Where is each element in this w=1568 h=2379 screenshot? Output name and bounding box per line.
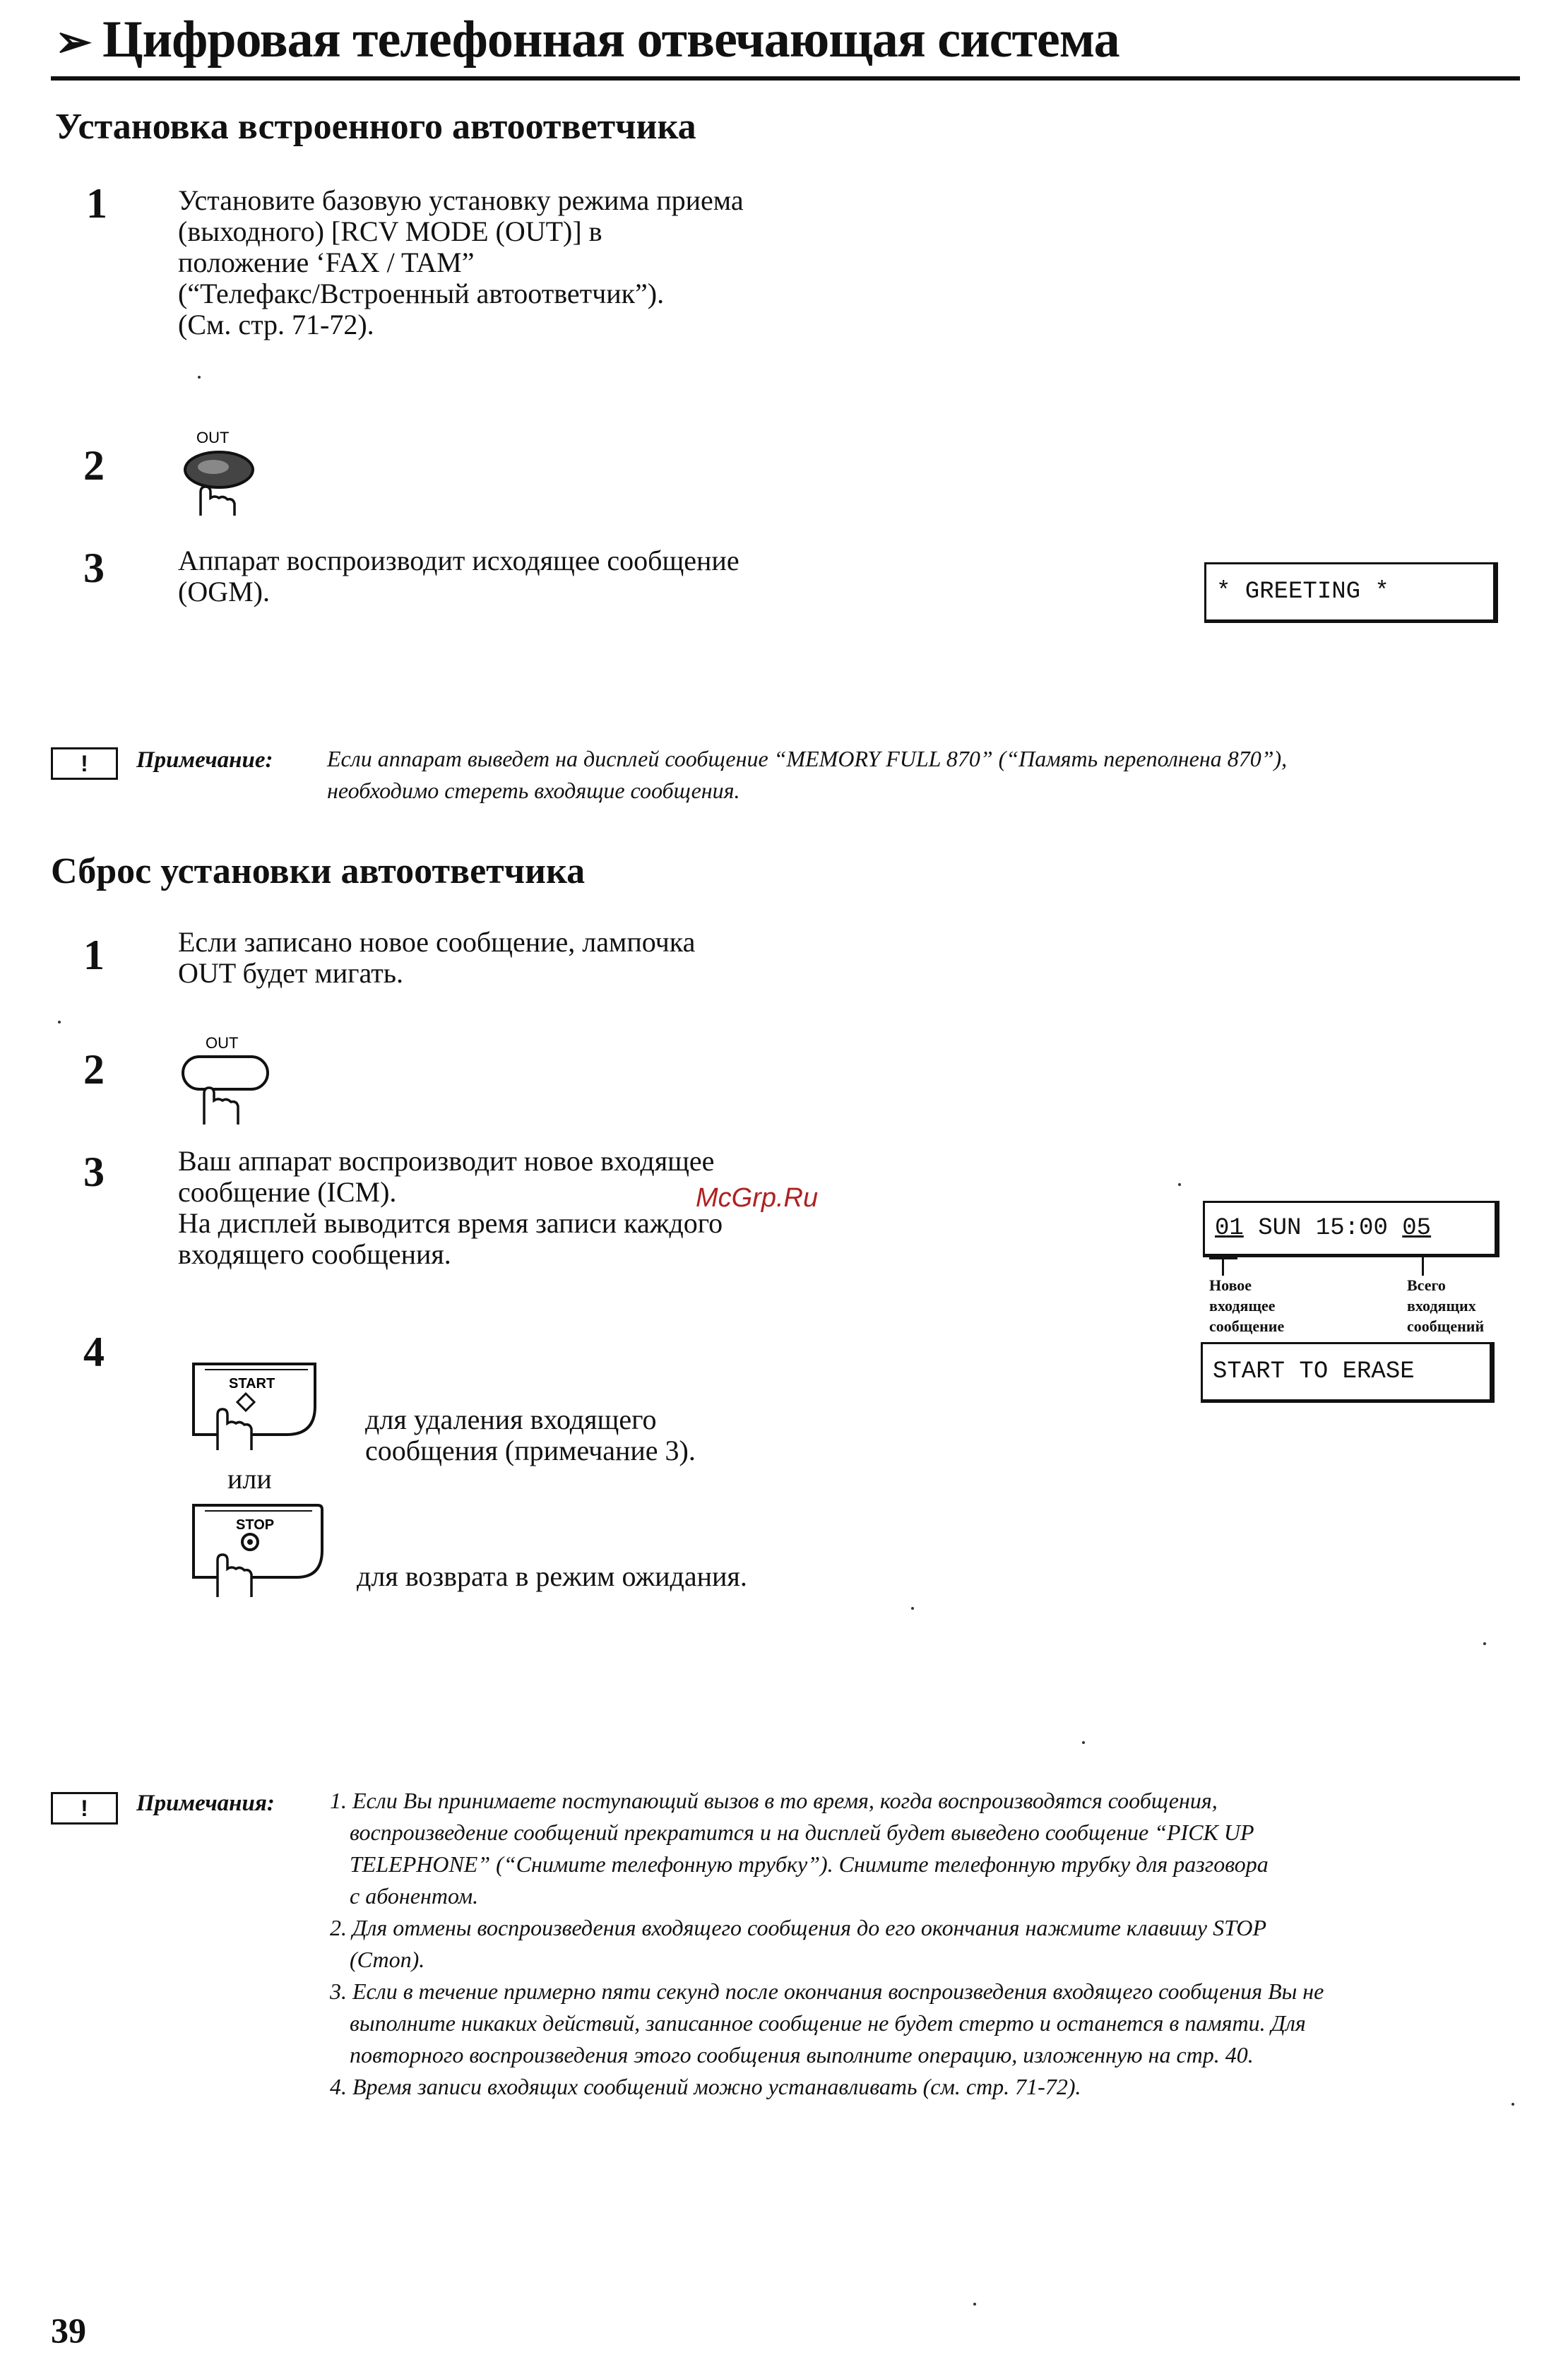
note-line: выполните никаких действий, записанное сообщение не будет стерто и останется в памяти. Для bbox=[350, 2010, 1306, 2036]
stop-key bbox=[191, 1501, 325, 1600]
text-line: входящего сообщения. bbox=[178, 1238, 451, 1270]
title-divider bbox=[51, 76, 1520, 81]
total-message-count: 05 bbox=[1402, 1215, 1432, 1242]
lcd-display-icm bbox=[1203, 1201, 1499, 1257]
page-number: 39 bbox=[51, 2310, 86, 2350]
out-button-pressed bbox=[170, 427, 268, 526]
scan-speck bbox=[911, 1607, 914, 1610]
step-number: 2 bbox=[83, 442, 105, 489]
text-line: (OGM). bbox=[178, 576, 270, 607]
step-number: 3 bbox=[83, 1149, 105, 1195]
pointer-line bbox=[1222, 1257, 1224, 1276]
display-time: SUN 15:00 bbox=[1243, 1215, 1403, 1242]
text-line: (См. стр. 71-72). bbox=[178, 309, 374, 340]
scan-speck bbox=[1511, 2103, 1514, 2106]
stop-key-description: для возврата в режим ожидания. bbox=[357, 1560, 747, 1592]
start-key-press-icon bbox=[191, 1360, 318, 1452]
section-title-reset: Сброс установки автоответчика bbox=[51, 851, 586, 891]
text-line: положение ‘FAX / TAM” bbox=[178, 247, 475, 278]
scan-speck bbox=[1178, 1183, 1181, 1186]
step-text bbox=[178, 545, 740, 607]
lcd-display-start-to-erase: START TO ERASE bbox=[1201, 1342, 1495, 1403]
step-text bbox=[178, 1146, 723, 1270]
note-line: TELEPHONE” (“Снимите телефонную трубку”). Снимите телефонную трубку для разговора bbox=[350, 1851, 1269, 1877]
step-number: 2 bbox=[83, 1046, 105, 1093]
page-title-text: Цифровая телефонная отвечающая система bbox=[102, 11, 1119, 69]
text-line: OUT будет мигать. bbox=[178, 957, 403, 989]
note-warning-icon: ! bbox=[51, 747, 118, 780]
note-line: 2. Для отмены воспроизведения входящего сообщения до его окончания нажмите клавишу STOP bbox=[330, 1915, 1266, 1940]
start-key-label: START bbox=[229, 1376, 275, 1392]
scan-speck bbox=[198, 376, 201, 379]
out-button-press-icon bbox=[173, 1033, 279, 1132]
or-label: или bbox=[227, 1463, 272, 1495]
out-button-label: OUT bbox=[206, 1034, 239, 1052]
note-line: 4. Время записи входящих сообщений можно устанавливать (см. стр. 71-72). bbox=[330, 2074, 1081, 2099]
text-line: Ваш аппарат воспроизводит новое входящее bbox=[178, 1145, 715, 1177]
scan-speck bbox=[1483, 1642, 1486, 1645]
step-text bbox=[178, 185, 744, 340]
start-key bbox=[191, 1360, 318, 1452]
start-key-description bbox=[365, 1404, 696, 1466]
notes-warning-icon: ! bbox=[51, 1792, 118, 1825]
note-item bbox=[330, 1976, 1324, 2071]
note-item bbox=[330, 2071, 1324, 2103]
page-title bbox=[55, 10, 1119, 70]
scan-speck bbox=[973, 2303, 976, 2306]
total-message-label: Всего входящих сообщений bbox=[1407, 1276, 1485, 1335]
note-label: Примечание: bbox=[136, 747, 273, 773]
stop-key-press-icon bbox=[191, 1501, 325, 1600]
text-line: сообщения (примечание 3). bbox=[365, 1435, 696, 1466]
text-line: На дисплей выводится время записи каждого bbox=[178, 1207, 723, 1239]
section-title-setup: Установка встроенного автоответчика bbox=[55, 107, 696, 147]
text-line: (“Телефакс/Встроенный автоответчик”). bbox=[178, 278, 665, 309]
text-line: Установите базовую установку режима приема bbox=[178, 184, 744, 216]
step-text bbox=[178, 927, 695, 989]
out-button-label: OUT bbox=[196, 429, 230, 446]
note-line: Если аппарат выведет на дисплей сообщение “MEMORY FULL 870” (“Память переполнена 870”), bbox=[327, 746, 1288, 771]
note-line: (Стоп). bbox=[350, 1947, 425, 1972]
text-line: Аппарат воспроизводит исходящее сообщение bbox=[178, 545, 740, 576]
arrow-icon: ➢ bbox=[55, 18, 91, 66]
lcd-display-greeting: * GREETING * bbox=[1204, 562, 1498, 623]
note-text bbox=[327, 743, 1287, 807]
text-line: для удаления входящего bbox=[365, 1404, 657, 1435]
new-message-label: Новое входящее сообщение bbox=[1209, 1276, 1285, 1335]
step-number: 4 bbox=[83, 1329, 105, 1375]
text-line: (выходного) [RCV MODE (OUT)] в bbox=[178, 215, 602, 247]
new-message-count: 01 bbox=[1215, 1215, 1244, 1242]
note-line: необходимо стереть входящие сообщения. bbox=[327, 778, 740, 803]
notes-label: Примечания: bbox=[136, 1791, 275, 1816]
watermark: McGrp.Ru bbox=[696, 1183, 819, 1213]
notes-list bbox=[330, 1785, 1324, 2103]
note-line: с абонентом. bbox=[350, 1883, 479, 1909]
note-item bbox=[330, 1785, 1324, 1912]
scan-speck bbox=[58, 1021, 61, 1024]
scan-speck bbox=[1082, 1741, 1085, 1744]
note-line: повторного воспроизведения этого сообщения выполните операцию, изложенную на стр. 40. bbox=[350, 2042, 1254, 2067]
note-line: 3. Если в течение примерно пяти секунд после окончания воспроизведения входящего сообщения Вы не bbox=[330, 1978, 1324, 2004]
stop-key-label: STOP bbox=[236, 1517, 275, 1533]
note-item bbox=[330, 1912, 1324, 1976]
note-line: воспроизведение сообщений прекратится и на дисплей будет выведено сообщение “PICK UP bbox=[350, 1820, 1254, 1845]
step-number: 3 bbox=[83, 545, 105, 591]
step-number: 1 bbox=[83, 932, 105, 978]
text-line: сообщение (ICM). bbox=[178, 1176, 397, 1208]
out-button bbox=[173, 1033, 279, 1132]
text-line: Если записано новое сообщение, лампочка bbox=[178, 926, 696, 958]
note-line: 1. Если Вы принимаете поступающий вызов в то время, когда воспроизводятся сообщения, bbox=[330, 1788, 1218, 1813]
out-button-press-icon bbox=[170, 427, 268, 526]
pointer-line bbox=[1422, 1257, 1424, 1276]
step-number: 1 bbox=[86, 180, 107, 227]
